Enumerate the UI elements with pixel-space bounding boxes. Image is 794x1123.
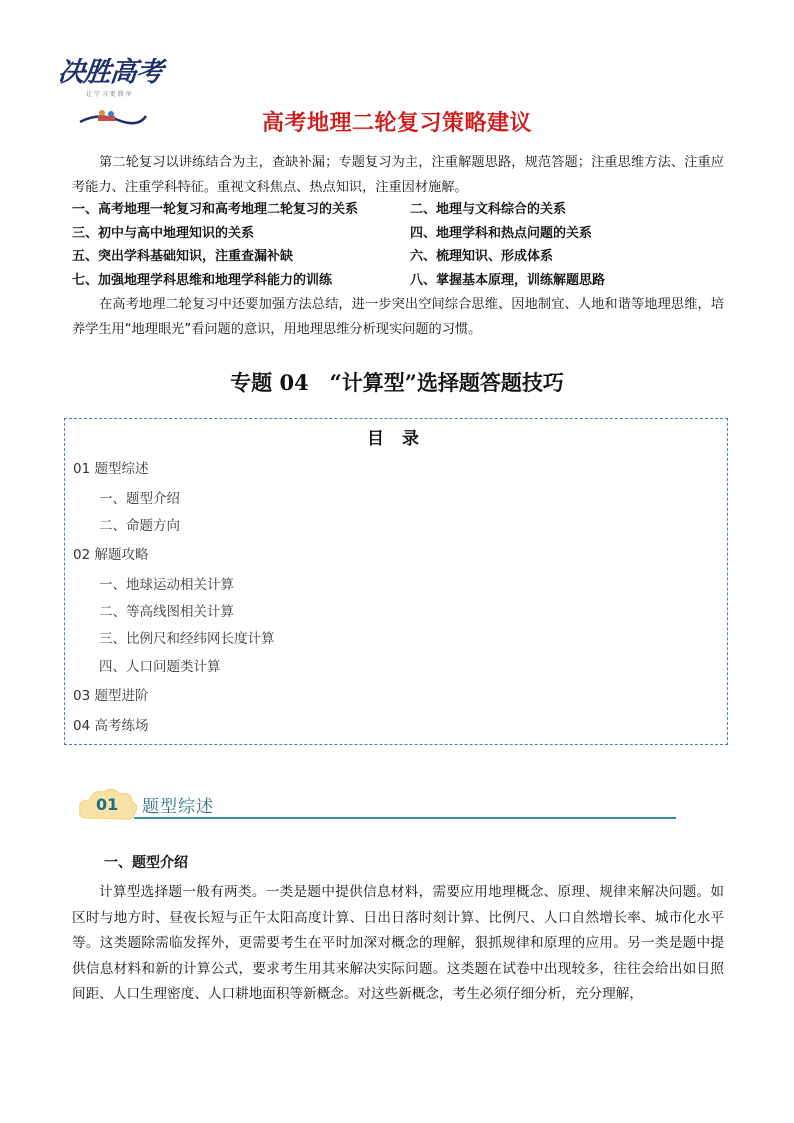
relation-item: 七、加强地理学科思维和地理学科能力的训练 (72, 273, 333, 288)
section-divider (134, 817, 676, 819)
toc-item[interactable]: 四、人口问题类计算 (99, 659, 221, 675)
logo-text: 决胜高考 (56, 57, 164, 88)
relation-item: 四、地理学科和热点问题的关系 (410, 226, 593, 241)
relation-item: 六、梳理知识、形成体系 (410, 249, 554, 264)
relation-item: 一、高考地理一轮复习和高考地理二轮复习的关系 (72, 202, 359, 217)
closing-paragraph: 在高考地理二轮复习中还要加强方法总结，进一步突出空间综合思维、因地制宜、人地和谐等地理思维，培养学生用“地理眼光”看问题的意识，用地理思维分析现实问题的习惯。 (72, 297, 724, 337)
toc-item[interactable]: 二、等高线图相关计算 (99, 604, 234, 620)
section-header (78, 784, 678, 826)
relation-item: 八、掌握基本原理，训练解题思路 (410, 273, 606, 288)
section-label: 题型综述 (142, 797, 214, 817)
toc-heading: 目 录 (367, 429, 425, 449)
table-of-contents (64, 418, 728, 745)
relation-item: 五、突出学科基础知识，注重查漏补缺 (72, 249, 294, 264)
logo-subtitle: 让 学 习 更 简 单 (86, 91, 132, 98)
intro-paragraph: 第二轮复习以讲练结合为主，查缺补漏；专题复习为主，注重解题思路，规范答题；注重思维方法、注重应考能力、注重学科特征。重视文科焦点、热点知识，注重因材施解。 (72, 155, 724, 195)
toc-item[interactable]: 一、地球运动相关计算 (99, 577, 234, 593)
toc-item[interactable]: 04 高考练场 (73, 718, 149, 734)
subsection-heading: 一、题型介绍 (104, 855, 188, 871)
toc-item[interactable]: 03 题型进阶 (73, 688, 149, 704)
topic-title: 专题 04 “计算型”选择题答题技巧 (230, 370, 564, 395)
body-paragraph: 计算型选择题一般有两类。一类是题中提供信息材料，需要应用地理概念、原理、规律来解决问题。如区时与地方时、昼夜长短与正午太阳高度计算、日出日落时刻计算、比例尺、人口自然增长率、城市化水平等。这类题除需临发挥外，更需要考生在平时加深对概念的理解，狠抓规律和原理的应用。另一类是题中提供信息材料和新的计算公式，要求考生用其来解决实际问题。这类题在试卷中出现较多，往往会给出如日照间距、人口生理密度、人口耕地面积等新概念。对这些新概念，考生必须仔细分析，充分理解， (72, 884, 724, 1003)
relation-item: 二、地理与文科综合的关系 (410, 202, 567, 217)
toc-item[interactable]: 02 解题攻略 (73, 547, 149, 563)
section-number: 01 (96, 795, 119, 814)
main-title: 高考地理二轮复习策略建议 (261, 111, 532, 136)
toc-item[interactable]: 三、比例尺和经纬网长度计算 (99, 631, 275, 647)
toc-item[interactable]: 01 题型综述 (73, 461, 149, 477)
relation-item: 三、初中与高中地理知识的关系 (72, 226, 255, 241)
toc-item[interactable]: 二、命题方向 (99, 518, 180, 534)
toc-item[interactable]: 一、题型介绍 (99, 491, 180, 507)
